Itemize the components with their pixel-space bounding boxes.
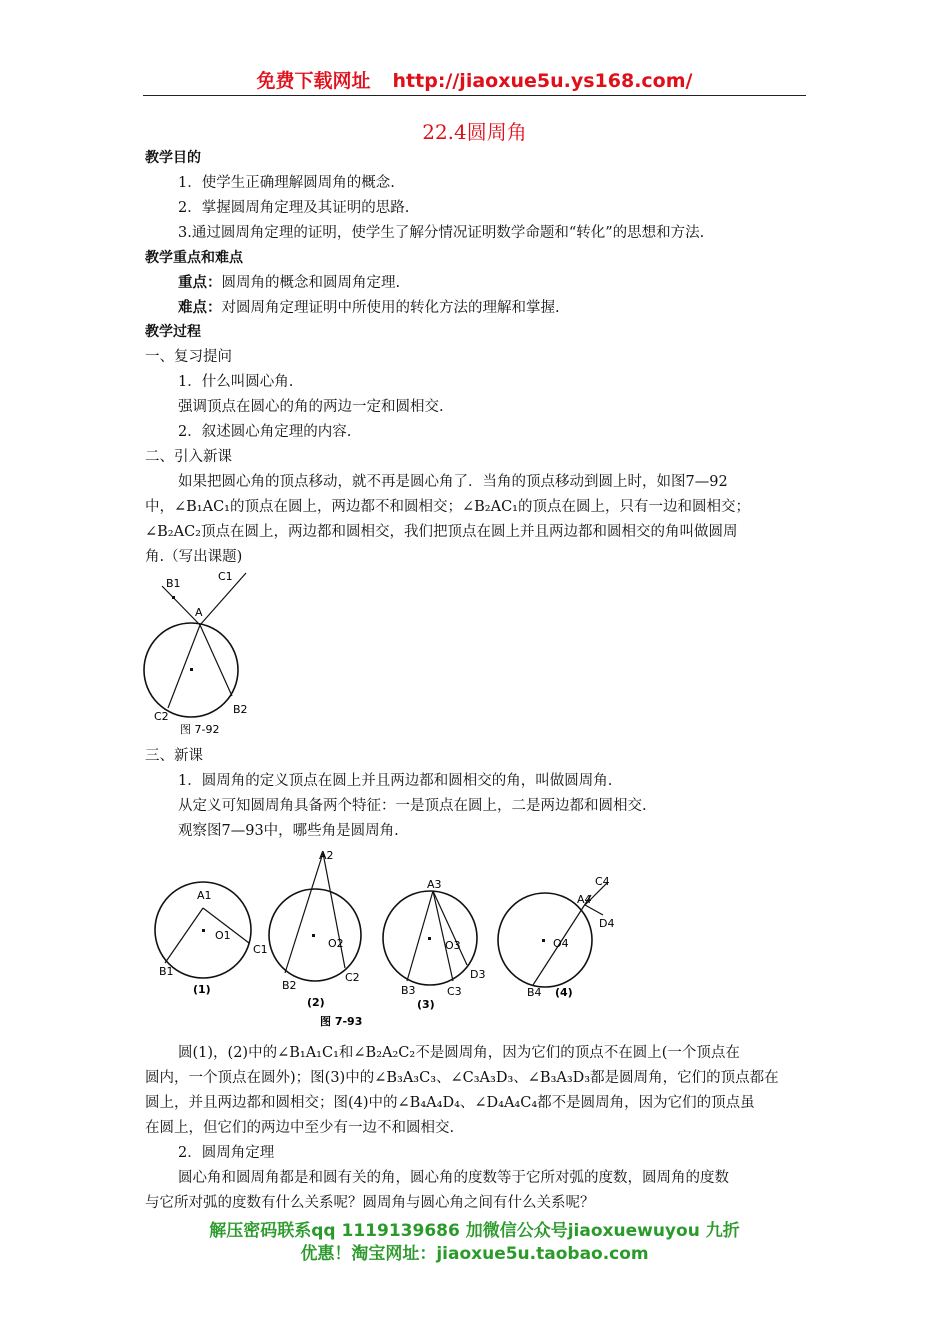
figure-caption: 图 7-93 [320,1015,363,1028]
analysis-line: 圆内，一个顶点在圆外)；图(3)中的∠B₃A₃C₃、∠C₃A₃D₃、∠B₃A₃D₃都是圆周角，它们的顶点都在 [145,1070,779,1086]
figure-panel-3 [383,878,485,1011]
label-c4: C4 [595,875,610,888]
goal-item: 1．使学生正确理解圆周角的概念. [178,175,395,191]
newlesson-line: 观察图7—93中，哪些角是圆周角. [178,823,399,839]
label-o2: O2 [328,937,344,950]
panel-tag: (4) [555,986,573,999]
page-header [143,66,806,94]
label-a4: A4 [577,893,592,906]
analysis-line: 圆(1)，(2)中的∠B₁A₁C₁和∠B₂A₂C₂不是圆周角，因为它们的顶点不在圆上(一个顶点在 [178,1045,740,1061]
key-label: 重点： [178,275,222,291]
side-ab [285,853,323,973]
label-c1: C1 [218,570,233,583]
label-b4: B4 [527,986,542,999]
center-point [542,939,545,942]
theorem-line: 圆心角和圆周角都是和圆有关的角，圆心角的度数等于它所对弧的度数，圆周角的度数 [178,1170,729,1186]
analysis-line: 圆上，并且两边都和圆相交；图(4)中的∠B₄A₄D₄、∠D₄A₄C₄都不是圆周角，因为它们的顶点虽 [145,1095,755,1111]
intro-line: 角.（写出课题) [145,549,243,565]
label-o1: O1 [215,929,231,942]
ray-ad [585,905,603,915]
panel-tag: (3) [417,998,435,1011]
label-b1: B1 [159,965,174,978]
figure-7-93 [145,843,645,1033]
side-ab [407,891,433,981]
side-ac [433,891,453,981]
label-o3: O3 [445,939,461,952]
label-b3: B3 [401,984,416,997]
panel-tag: (2) [307,996,325,1009]
label-c2: C2 [154,710,169,723]
header-label: 免费下载网址 [256,70,371,92]
center-point [428,937,431,940]
chord-ac2 [168,625,200,708]
label-a3: A3 [427,878,442,891]
label-a2: A2 [319,849,334,862]
header-divider [143,95,806,96]
intro-line: 如果把圆心角的顶点移动，就不再是圆心角了．当角的顶点移动到圆上时，如图7—92 [178,474,728,490]
difficulty-label: 难点： [178,300,222,316]
label-c2: C2 [345,971,360,984]
intro-heading: 二、引入新课 [145,449,232,465]
figure-panel-1 [155,882,268,996]
figure-panel-4 [498,875,614,999]
difficulty-text: 对圆周角定理证明中所使用的转化方法的理解和掌握. [221,300,560,316]
analysis-line: 在圆上，但它们的两边中至少有一边不和圆相交. [145,1120,455,1136]
difficulty-point [178,298,560,318]
label-b1: B1 [166,577,181,590]
center-point [312,934,315,937]
point-marker [172,596,175,599]
label-c1: C1 [253,943,268,956]
header-url[interactable]: http://jiaoxue5u.ys168.com/ [392,70,693,92]
label-b2: B2 [233,703,248,716]
theorem-line: 与它所对弧的度数有什么关系呢？圆周角与圆心角之间有什么关系呢？ [145,1195,595,1211]
intro-line: ∠B₂AC₂顶点在圆上，两边都和圆相交，我们把顶点在圆上并且两边都和圆相交的角叫做圆周 [145,524,738,540]
label-d4: D4 [599,917,615,930]
goals-heading: 教学目的 [145,150,201,166]
newlesson-line: 从定义可知圆周角具备两个特征：一是顶点在圆上，二是两边都和圆相交. [178,798,647,814]
newlesson-heading: 三、新课 [145,748,203,764]
review-line: 强调顶点在圆心的角的两边一定和圆相交. [178,399,444,415]
side-ad [433,891,467,965]
label-o4: O4 [553,937,569,950]
review-heading: 一、复习提问 [145,349,232,365]
theorem-heading: 2．圆周角定理 [178,1145,275,1161]
label-a1: A1 [197,889,212,902]
figure-panel-2 [269,849,361,1009]
key-point [178,273,400,293]
review-line: 1．什么叫圆心角. [178,374,294,390]
center-point [202,929,205,932]
center-point [190,668,193,671]
label-b2: B2 [282,979,297,992]
figure-7-92 [140,568,260,740]
figure-caption: 图 7-92 [180,723,220,736]
footer-line-1: 解压密码联系qq 1119139686 加微信公众号jiaoxuewuyou 九折 [209,1221,740,1241]
label-d3: D3 [470,968,486,981]
side-ab [165,908,203,963]
intro-line: 中，∠B₁AC₁的顶点在圆上，两边都不和圆相交；∠B₂AC₁的顶点在圆上，只有一边和圆相交； [145,499,750,515]
review-line: 2．叙述圆心角定理的内容. [178,424,352,440]
chord-ab2 [200,625,232,696]
goal-item: 3.通过圆周角定理的证明，使学生了解分情况证明数学命题和“转化”的思想和方法. [178,225,705,241]
page-title: 22.4圆周角 [422,120,527,144]
process-heading: 教学过程 [145,324,201,340]
panel-tag: (1) [193,983,211,996]
label-c3: C3 [447,985,462,998]
focus-heading: 教学重点和难点 [145,250,243,266]
side-ac [323,853,345,968]
goal-item: 2．掌握圆周角定理及其证明的思路. [178,200,410,216]
newlesson-line: 1．圆周角的定义顶点在圆上并且两边都和圆相交的角，叫做圆周角. [178,773,613,789]
label-a: A [195,606,203,619]
key-text: 圆周角的概念和圆周角定理. [221,275,401,291]
footer-line-2[interactable]: 优惠！淘宝网址：jiaoxue5u.taobao.com [300,1244,649,1264]
